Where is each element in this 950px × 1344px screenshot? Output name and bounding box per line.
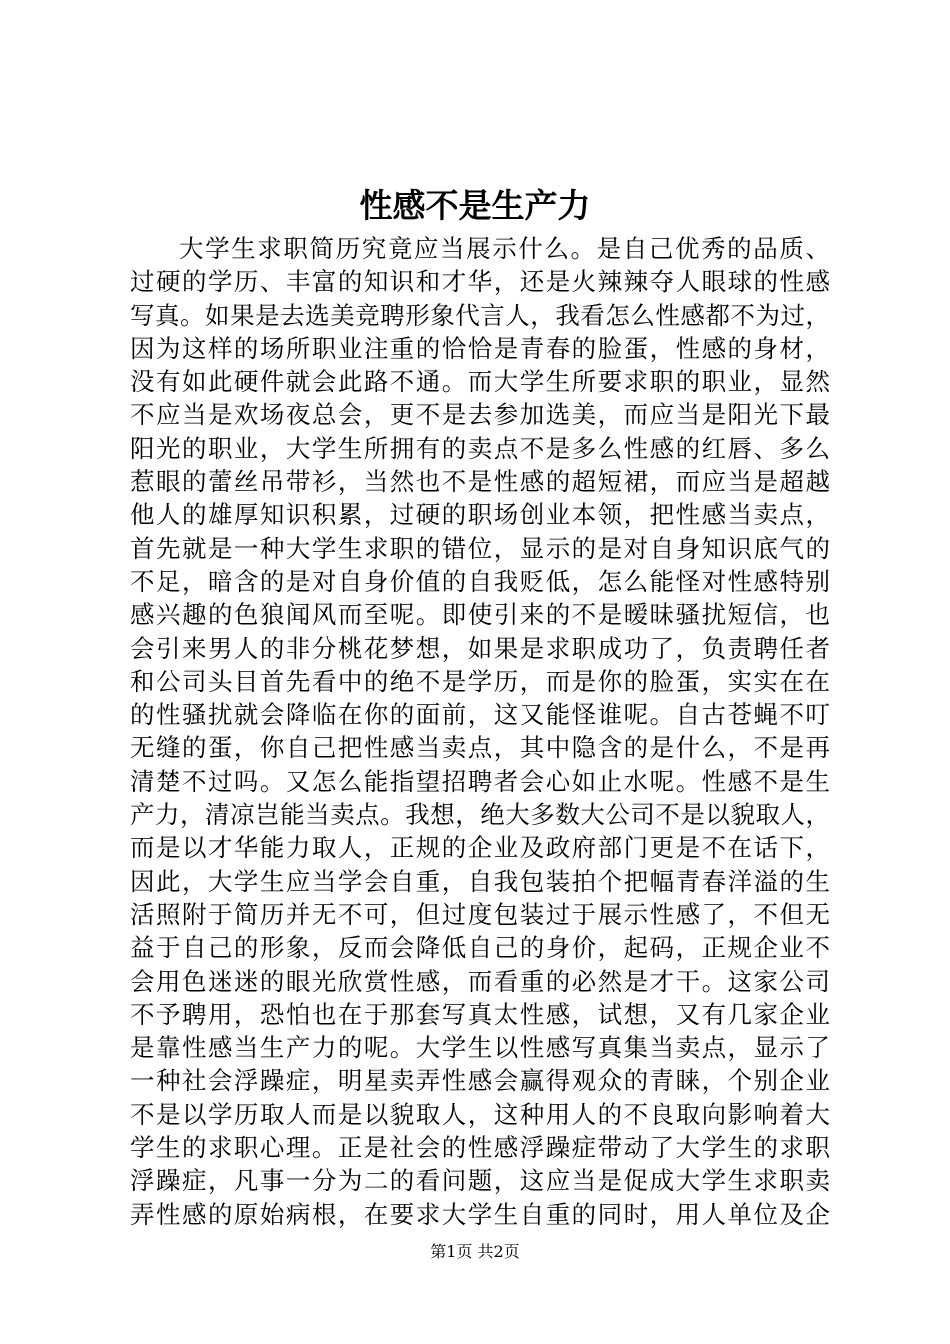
body-line: 而是以才华能力取人，正规的企业及政府部门更是不在话下， [130,833,830,863]
body-line: 弄性感的原始病根，在要求大学生自重的同时，用人单位及企 [130,1199,830,1229]
body-line: 学生的求职心理。正是社会的性感浮躁症带动了大学生的求职 [130,1133,830,1163]
body-line: 不应当是欢场夜总会，更不是去参加选美，而应当是阳光下最 [130,400,830,430]
body-line: 因为这样的场所职业注重的恰恰是青春的脸蛋，性感的身材， [130,333,830,363]
document-title: 性感不是生产力 [359,186,591,225]
body-line: 首先就是一种大学生求职的错位，显示的是对自身知识底气的 [130,533,830,563]
body-line: 感兴趣的色狼闻风而至呢。即使引来的不是暧昧骚扰短信，也 [130,600,830,630]
body-line: 产力，清凉岂能当卖点。我想，绝大多数大公司不是以貌取人， [130,800,830,830]
body-line: 是靠性感当生产力的呢。大学生以性感写真集当卖点，显示了 [130,1033,830,1063]
body-line: 浮躁症，凡事一分为二的看问题，这应当是促成大学生求职卖 [130,1166,830,1196]
body-line: 不足，暗含的是对自身价值的自我贬低，怎么能怪对性感特别 [130,566,830,596]
body-line: 益于自己的形象，反而会降低自己的身价，起码，正规企业不 [130,933,830,963]
document-body [130,232,830,1231]
body-line: 清楚不过吗。又怎么能指望招聘者会心如止水呢。性感不是生 [130,766,830,796]
body-line: 无缝的蛋，你自己把性感当卖点，其中隐含的是什么，不是再 [130,733,830,763]
body-line: 活照附于简历并无不可，但过度包装过于展示性感了，不但无 [130,899,830,929]
body-line: 写真。如果是去选美竞聘形象代言人，我看怎么性感都不为过， [130,300,830,330]
body-line: 一种社会浮躁症，明星卖弄性感会赢得观众的青睐，个别企业 [130,1066,830,1096]
body-line: 会引来男人的非分桃花梦想，如果是求职成功了，负责聘任者 [130,633,830,663]
body-line: 因此，大学生应当学会自重，自我包装拍个把幅青春洋溢的生 [130,866,830,896]
body-line: 会用色迷迷的眼光欣赏性感，而看重的必然是才干。这家公司 [130,966,830,996]
body-line: 过硬的学历、丰富的知识和才华，还是火辣辣夺人眼球的性感 [130,267,830,297]
body-line: 的性骚扰就会降临在你的面前，这又能怪谁呢。自古苍蝇不叮 [130,700,830,730]
body-line: 惹眼的蕾丝吊带衫，当然也不是性感的超短裙，而应当是超越 [130,467,830,497]
body-line: 没有如此硬件就会此路不通。而大学生所要求职的职业，显然 [130,367,830,397]
page-footer: 第1页 共2页 [430,1242,520,1261]
body-line: 不是以学历取人而是以貌取人，这种用人的不良取向影响着大 [130,1099,830,1129]
body-line: 阳光的职业，大学生所拥有的卖点不是多么性感的红唇、多么 [130,433,830,463]
body-line: 他人的雄厚知识积累，过硬的职场创业本领，把性感当卖点， [130,500,830,530]
body-line: 不予聘用，恐怕也在于那套写真太性感，试想，又有几家企业 [130,999,830,1029]
body-line: 大学生求职简历究竟应当展示什么。是自己优秀的品质、 [179,234,830,263]
body-line: 和公司头目首先看中的绝不是学历，而是你的脸蛋，实实在在 [130,666,830,696]
